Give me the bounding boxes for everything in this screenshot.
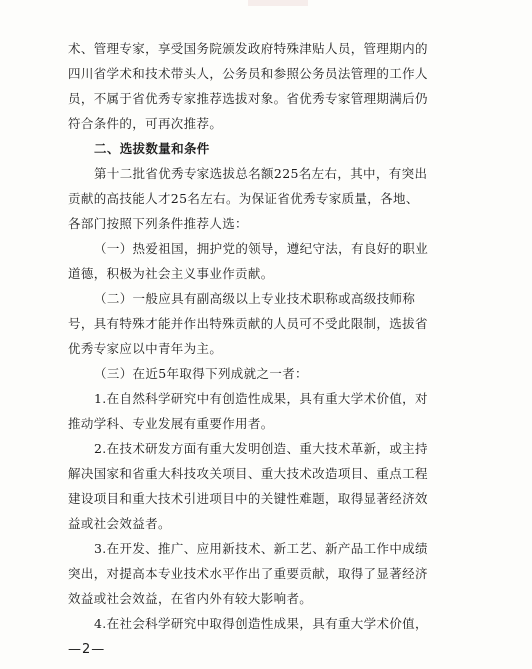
paragraph-line: 四川省学术和技术带头人，公务员和参照公务员法管理的工作人 [68, 66, 428, 81]
paragraph-line: 推动学科、专业发展有重要作用者。 [68, 416, 274, 431]
body-text [68, 36, 468, 636]
paragraph-line: 术、管理专家，享受国务院颁发政府特殊津贴人员，管理期内的 [68, 41, 428, 56]
bleed-through-mark [248, 0, 308, 6]
paragraph-line: 贡献的高技能人才25名左右。为保证省优秀专家质量，各地、 [68, 191, 419, 206]
paragraph-line: 1.在自然科学研究中有创造性成果，具有重大学术价值，对 [94, 391, 428, 406]
paragraph-line: 2.在技术研发方面有重大发明创造、重大技术革新，或主持 [94, 441, 428, 456]
paragraph-line: 3.在开发、推广、应用新技术、新工艺、新产品工作中成绩 [94, 541, 428, 556]
paragraph-line: 号，具有特殊才能并作出特殊贡献的人员可不受此限制，选拔省 [68, 316, 428, 331]
paragraph-line: 突出，对提高本专业技术水平作出了重要贡献，取得了显著经济 [68, 566, 428, 581]
paragraph-line: 效益或社会效益，在省内外有较大影响者。 [68, 591, 313, 606]
paragraph-line: （三）在近5年取得下列成就之一者： [94, 366, 308, 381]
paragraph-line: 解决国家和省重大科技攻关项目、重大技术改造项目、重点工程 [68, 466, 428, 481]
paragraph-line: 符合条件的，可再次推荐。 [68, 116, 223, 131]
paragraph-line: 4.在社会科学研究中取得创造性成果，具有重大学术价值， [94, 616, 428, 631]
paragraph-line: 员，不属于省优秀专家推荐选拔对象。省优秀专家管理期满后仍 [68, 91, 428, 106]
paragraph-line: 各部门按照下列条件推荐人选： [68, 216, 248, 231]
paragraph-line: 优秀专家应以中青年为主。 [68, 341, 223, 356]
paragraph-line: 建设项目和重大技术引进项目中的关键性难题，取得显著经济效 [68, 491, 428, 506]
section-heading: 二、选拔数量和条件 [94, 141, 210, 156]
paragraph-line: 道德，积极为社会主义事业作贡献。 [68, 266, 274, 281]
paragraph-line: 益或社会效益者。 [68, 516, 171, 531]
paragraph-line: 第十二批省优秀专家选拔总名额225名左右，其中，有突出 [94, 166, 428, 181]
paragraph-line: （一）热爱祖国，拥护党的领导，遵纪守法，有良好的职业 [94, 241, 429, 256]
paragraph-line: （二）一般应具有副高级以上专业技术职称或高级技师称 [94, 291, 416, 306]
page-number: —2— [68, 642, 106, 657]
